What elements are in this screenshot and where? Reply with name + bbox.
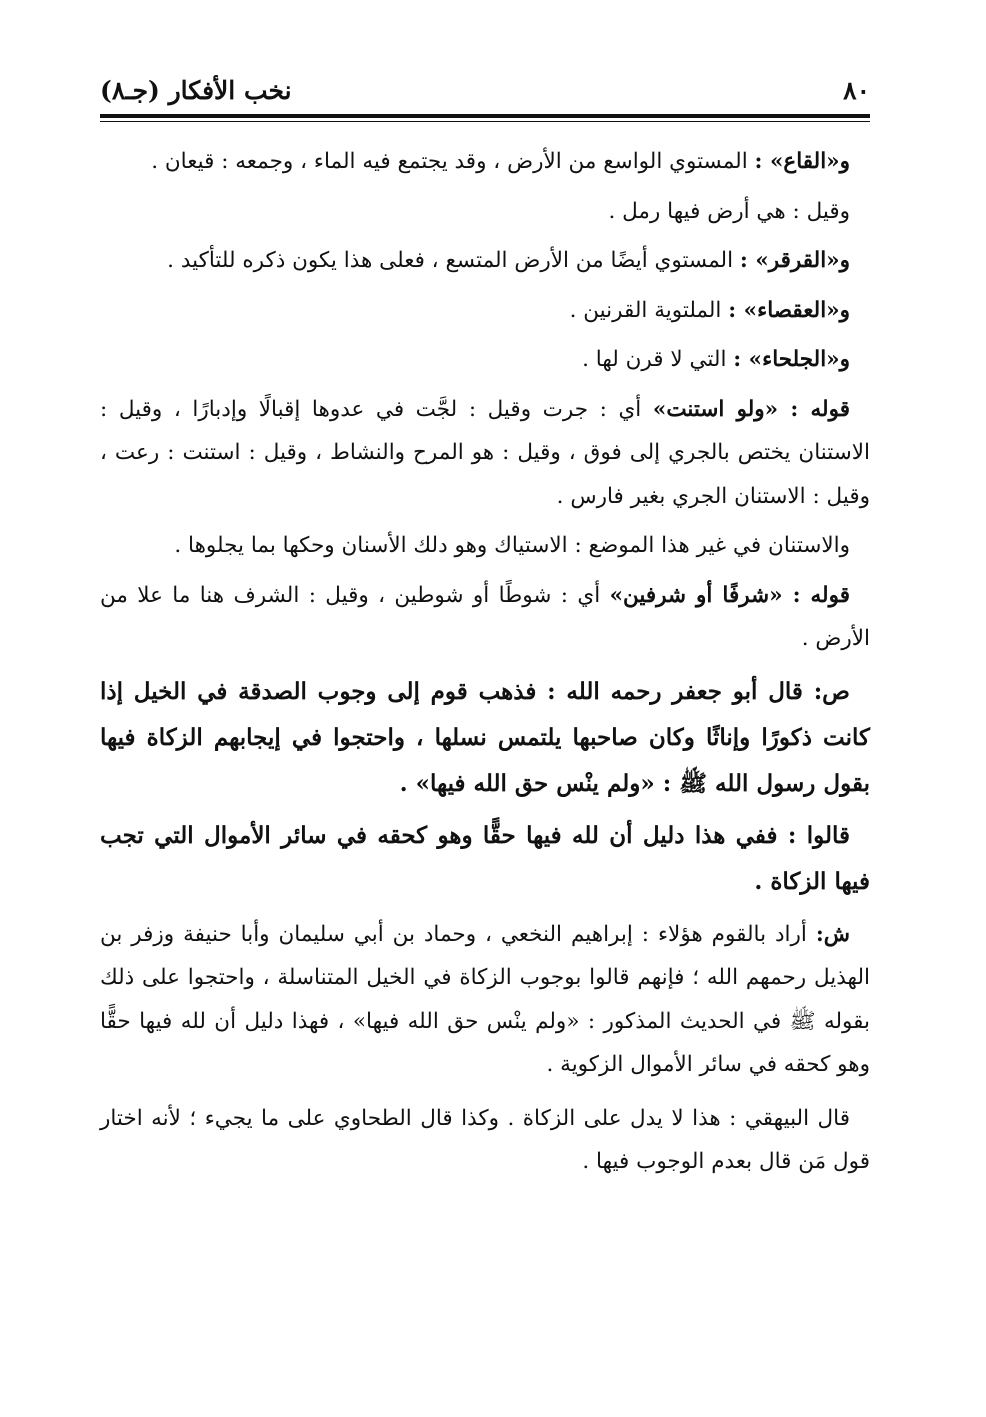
paragraph-text: المستوي الواسع من الأرض ، وقد يجتمع فيه الماء ، وجمعه : قيعان . [151,149,755,174]
paragraph-text: وقيل : هي أرض فيها رمل . [608,198,850,224]
definition-paragraph [100,239,870,283]
definition-paragraph [100,190,870,234]
running-header [100,70,870,114]
matn-paragraph: قالوا : ففي هذا دليل أن لله فيها حقًّا وهو كحقه في سائر الأموال التي تجب فيها الزكاة . [100,821,870,895]
header-rule-thin [100,121,870,122]
paragraph-text: أراد بالقوم هؤلاء : إبراهيم النخعي ، وحماد بن أبي سليمان وأبا حنيفة وزفر بن الهذيل رحمهم الله ؛ فإنهم قالوا بوجوب الزكاة في الخيل المتناسلة ، واحتجوا على ذلك بقوله ﷺ في الحديث المذكور : «ولم ينْس حق الله فيها» ، فهذا دليل أن لله فيها حقًّا وهو كحقه في سائر الأموال الزكوية . [100,921,870,1077]
paragraph-text: المستوي أيضًا من الأرض المتسع ، فعلى هذا يكون ذكره للتأكيد . [167,248,740,273]
page-body [100,140,870,1184]
matn-paragraph: ص: قال أبو جعفر رحمه الله : فذهب قوم إلى وجوب الصدقة في الخيل إذا كانت ذكورًا وإناثًا وكان صاحبها يلتمس نسلها ، واحتجوا في إيجابهم الزكاة فيها بقول رسول الله ﷺ : «ولم ينْس حق الله فيها» . [100,677,870,797]
paragraph-text: الملتوية القرنين . [569,297,729,323]
term-label: و«العقصاء» : [728,297,850,323]
term-label: قوله : «ولو استنت» [652,396,850,422]
definition-paragraph [100,289,870,333]
book-title: نخب الأفكار (جـ٨) [100,76,292,105]
sharh-paragraph [100,913,870,1087]
definition-paragraph [100,338,870,382]
definition-paragraph [100,524,870,568]
header-rule-thick [100,114,870,118]
term-label: و«الجلحاء» : [733,347,850,372]
term-label: و«القاع» : [754,149,850,174]
sharh-label: ش: [815,921,850,947]
paragraph-text: التي لا قرن لها . [582,347,734,372]
term-label: قوله : «شرفًا أو شرفين» [609,582,850,608]
paragraph-text: قال البيهقي : هذا لا يدل على الزكاة . وكذا قال الطحاوي على ما يجيء ؛ لأنه اختار قول مَن قال بعدم الوجوب فيها . [100,1105,870,1174]
page-number: ٨٠ [843,76,870,105]
paragraph-text: أي : شوطًا أو شوطين ، وقيل : الشرف هنا ما علا من الأرض . [100,582,870,651]
definition-paragraph [100,574,870,661]
term-label: و«القرقر» : [739,248,850,273]
definition-paragraph [100,388,870,519]
paragraph-text: والاستنان في غير هذا الموضع : الاستياك وهو دلك الأسنان وحكها بما يجلوها . [174,533,850,558]
sharh-paragraph [100,1097,870,1184]
paragraph-text: أي : جرت وقيل : لجَّت في عدوها إقبالًا وإدبارًا ، وقيل : الاستنان يختص بالجري إلى فوق ، وقيل : هو المرح والنشاط ، وقيل : استنت : رعت ، وقيل : الاستنان الجري بغير فارس . [100,396,870,509]
definition-paragraph [100,140,870,184]
